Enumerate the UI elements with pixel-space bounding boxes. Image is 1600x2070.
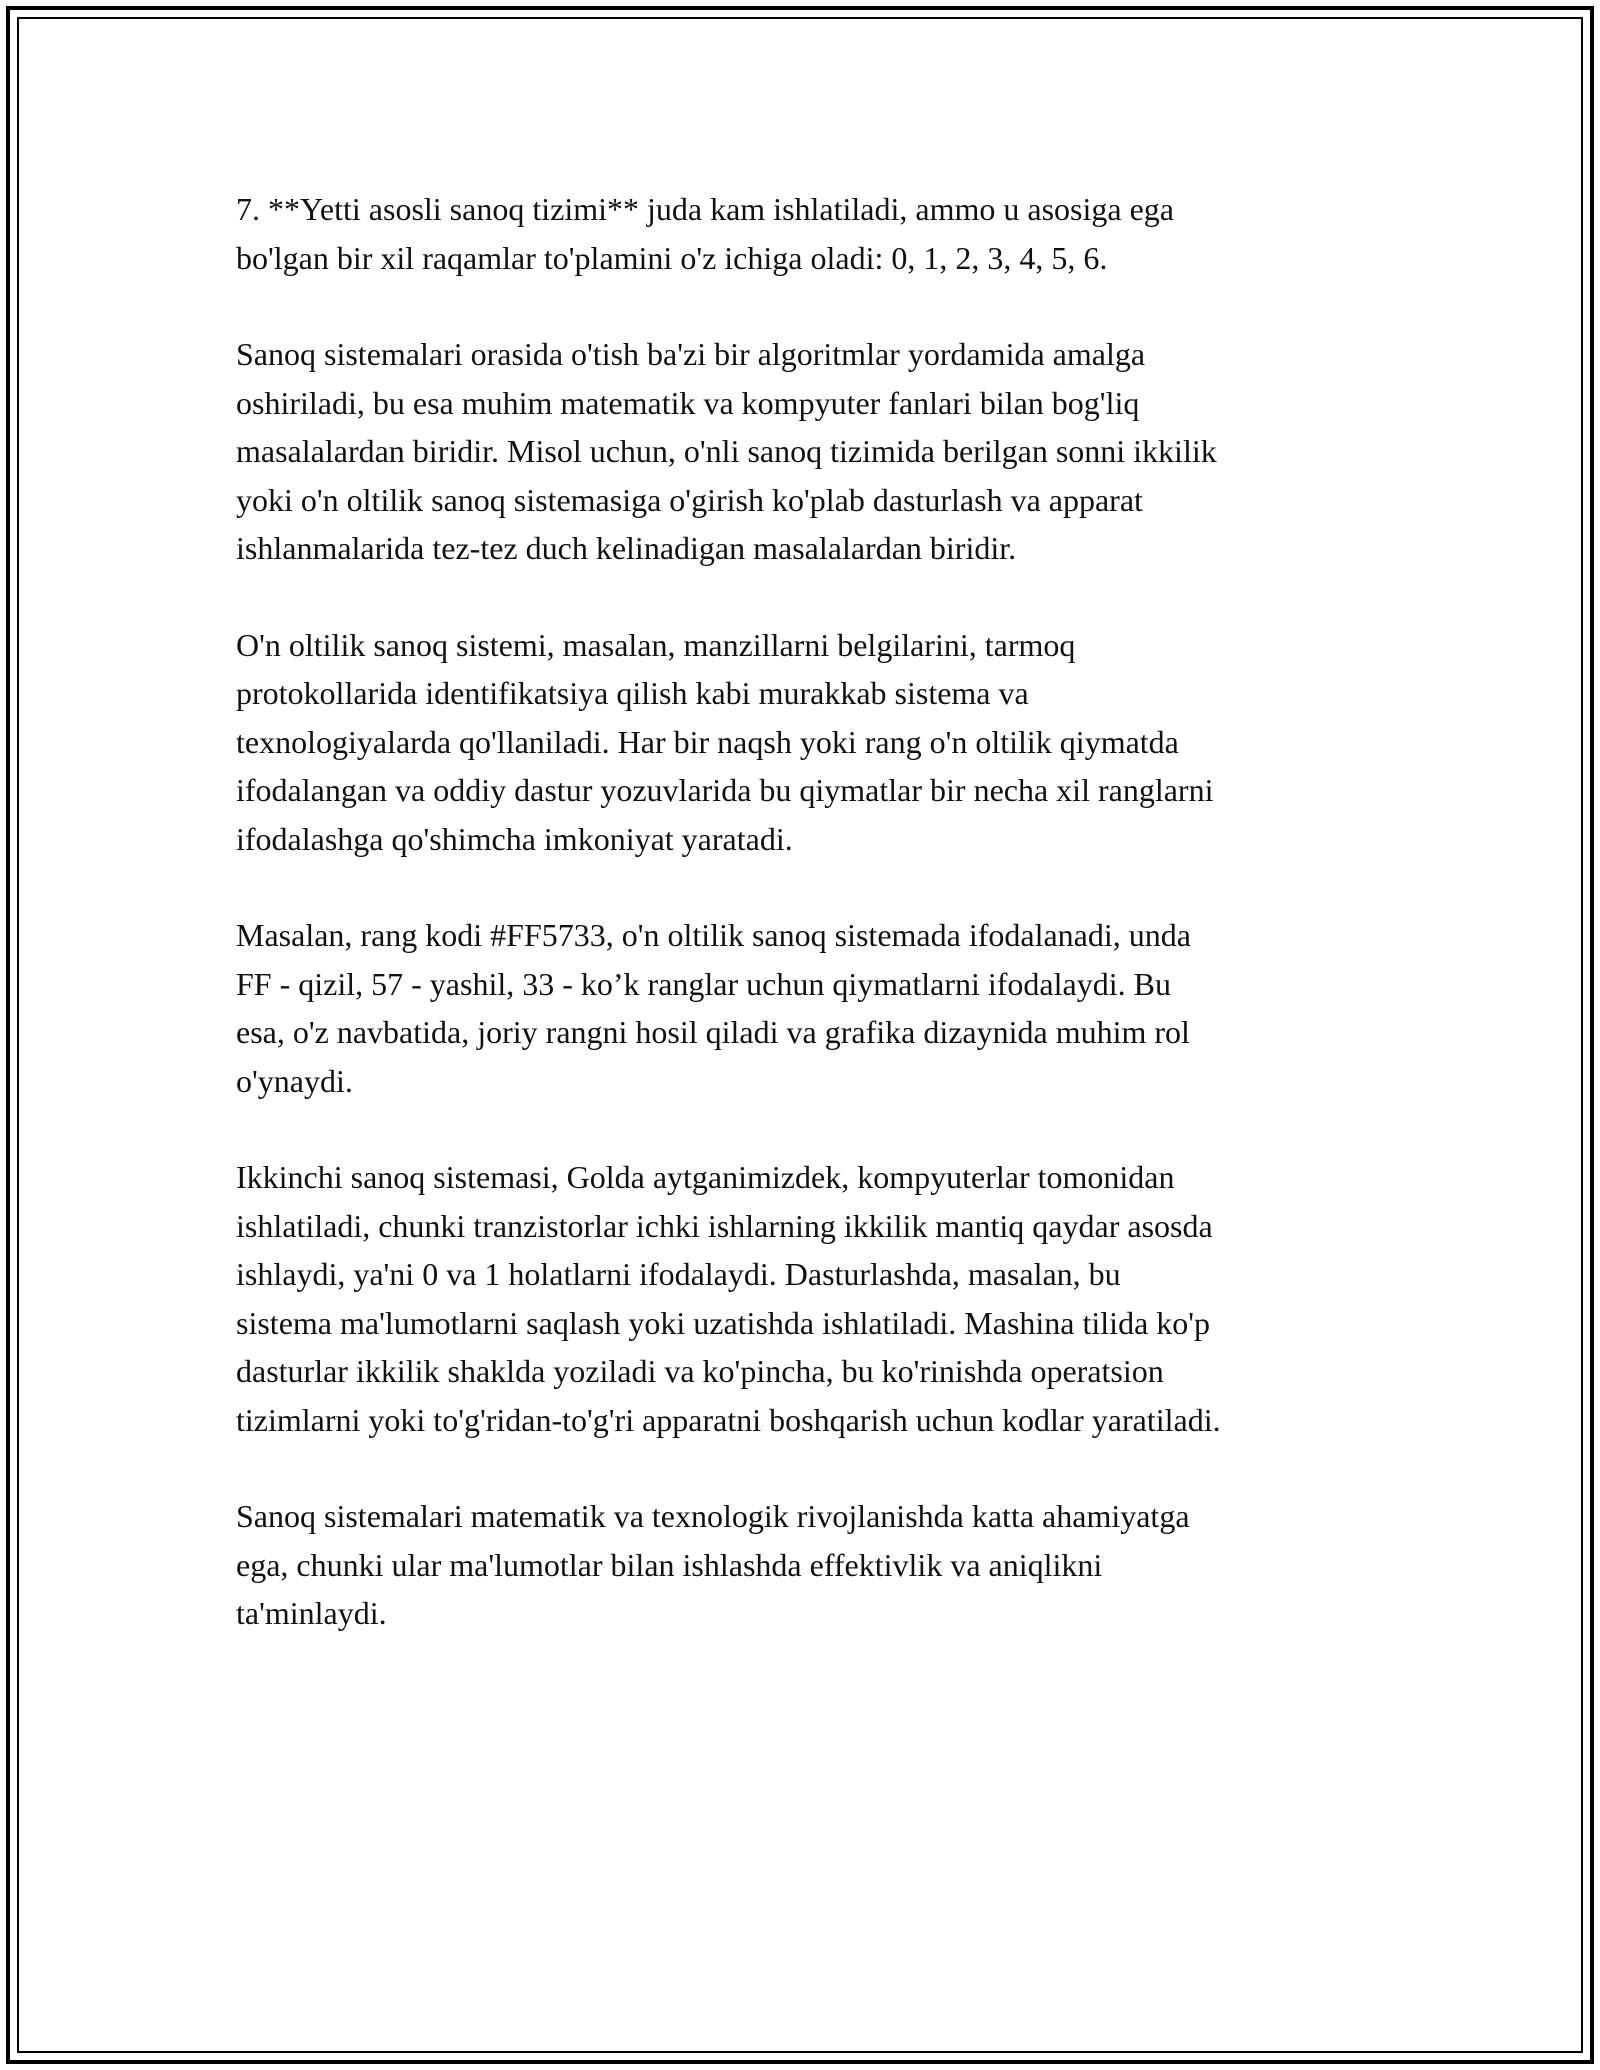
text-line: yoki o'n oltilik sanoq sistemasiga o'girish ko'plab dasturlash va apparat (236, 481, 1143, 518)
text-line: ishlatiladi, chunki tranzistorlar ichki ishlarning ikkilik mantiq qaydar asosda (236, 1207, 1213, 1244)
paragraph-2 (236, 330, 1376, 573)
text-line: Ikkinchi sanoq sistemasi, Golda aytganimizdek, kompyuterlar tomonidan (236, 1159, 1175, 1195)
text-line: ifodalangan va oddiy dastur yozuvlarida bu qiymatlar bir necha xil ranglarni (236, 772, 1214, 808)
text-line: ta'minlaydi. (236, 1595, 387, 1631)
text-line: masalalardan biridir. Misol uchun, o'nli sanoq tizimida berilgan sonni ikkilik (236, 433, 1217, 469)
text-line: texnologiyalarda qo'llaniladi. Har bir naqsh yoki rang o'n oltilik qiymatda (236, 723, 1179, 760)
paragraph-5 (236, 1153, 1376, 1444)
text-line: protokollarida identifikatsiya qilish kabi murakkab sistema va (236, 675, 1029, 711)
text-line: bo'lgan bir xil raqamlar to'plamini o'z ichiga oladi: 0, 1, 2, 3, 4, 5, 6. (236, 239, 1108, 276)
text-line: tizimlarni yoki to'g'ridan-to'g'ri apparatni boshqarish uchun kodlar yaratiladi. (236, 1401, 1221, 1438)
text-line: Masalan, rang kodi #FF5733, o'n oltilik sanoq sistemada ifodalanadi, unda (236, 917, 1191, 953)
text-line: 7. **Yetti asosli sanoq tizimi** juda kam ishlatiladi, ammo u asosiga ega (236, 191, 1174, 227)
paragraph-3 (236, 621, 1376, 864)
document-body (236, 185, 1376, 1686)
text-line: dasturlar ikkilik shaklda yoziladi va ko'pincha, bu ko'rinishda operatsion (236, 1353, 1164, 1389)
text-line: ishlanmalarida tez-tez duch kelinadigan masalalardan biridir. (236, 530, 1017, 566)
paragraph-6 (236, 1492, 1376, 1638)
text-line: ifodalashga qo'shimcha imkoniyat yaratadi. (236, 820, 793, 857)
paragraph-1 (236, 185, 1376, 282)
text-line: ega, chunki ular ma'lumotlar bilan ishlashda effektivlik va aniqlikni (236, 1546, 1103, 1583)
text-line: Sanoq sistemalari matematik va texnologik rivojlanishda katta ahamiyatga (236, 1498, 1190, 1534)
text-line: FF - qizil, 57 - yashil, 33 - ko’k ranglar uchun qiymatlarni ifodalaydi. Bu (236, 965, 1171, 1002)
text-line: sistema ma'lumotlarni saqlash yoki uzatishda ishlatiladi. Mashina tilida ko'p (236, 1304, 1211, 1341)
text-line: ishlaydi, ya'ni 0 va 1 holatlarni ifodalaydi. Dasturlashda, masalan, bu (236, 1256, 1121, 1292)
text-line: O'n oltilik sanoq sistemi, masalan, manzillarni belgilarini, tarmoq (236, 626, 1076, 663)
text-line: oshiriladi, bu esa muhim matematik va kompyuter fanlari bilan bog'liq (236, 384, 1140, 421)
paragraph-4 (236, 911, 1376, 1105)
text-line: esa, o'z navbatida, joriy rangni hosil qiladi va grafika dizaynida muhim rol (236, 1014, 1190, 1050)
text-line: o'ynaydi. (236, 1062, 353, 1099)
text-line: Sanoq sistemalari orasida o'tish ba'zi bir algoritmlar yordamida amalga (236, 336, 1146, 372)
